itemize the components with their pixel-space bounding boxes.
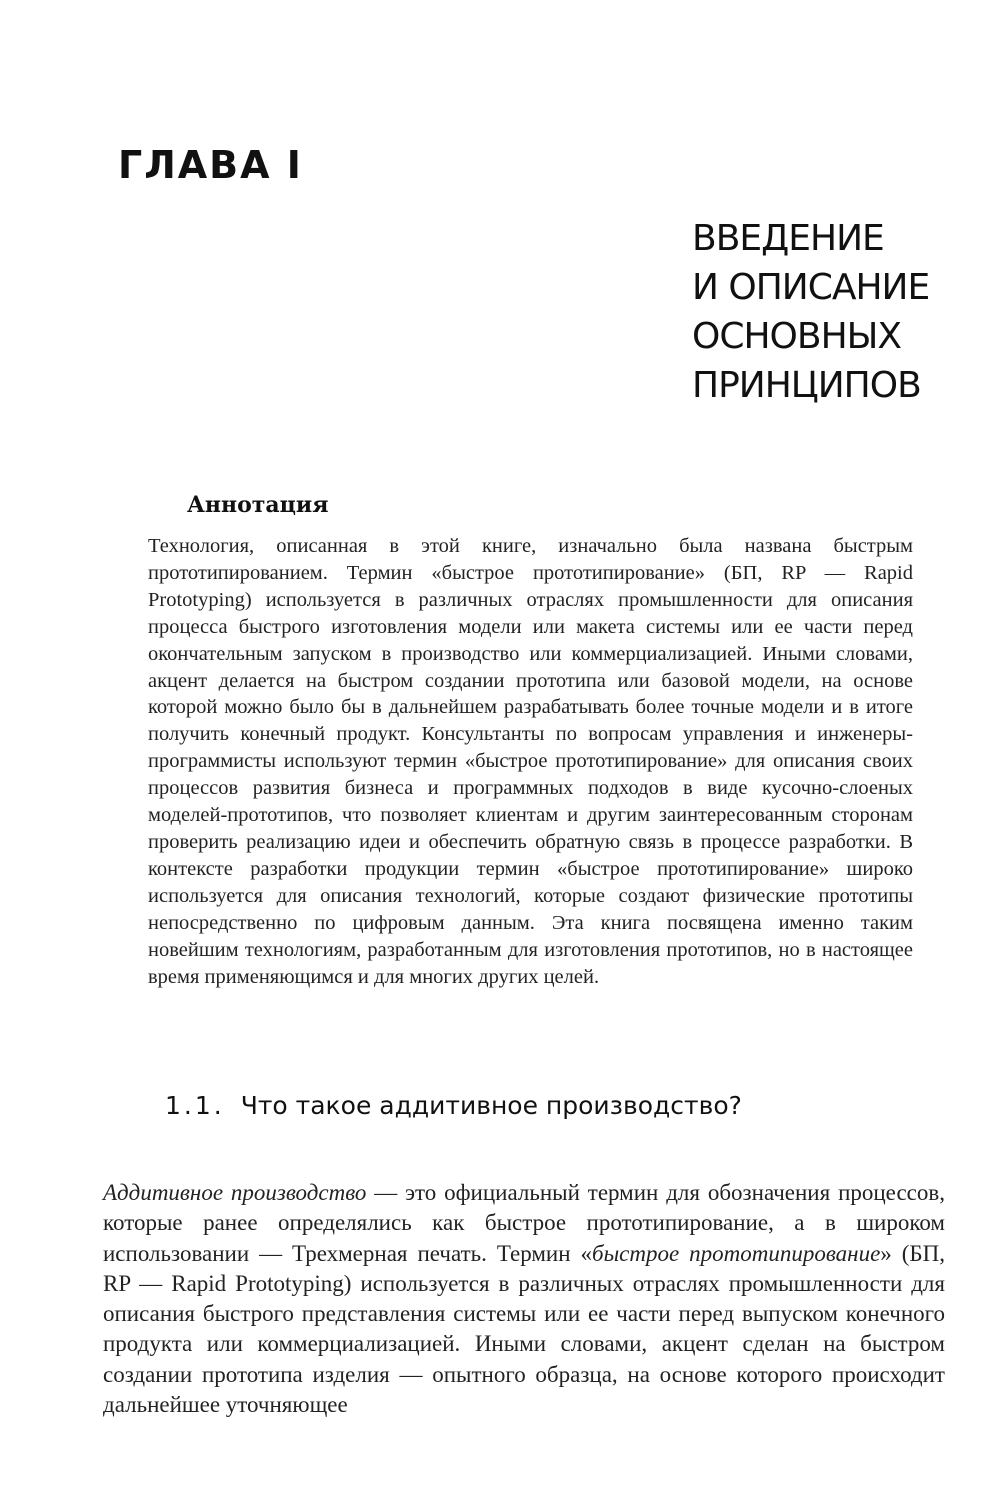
term-rapid-prototyping: быстрое прототипирование bbox=[592, 1240, 881, 1266]
annotation-heading: Аннотация bbox=[187, 492, 329, 518]
body-paragraph bbox=[103, 1178, 945, 1420]
chapter-title-line: И ОПИСАНИЕ bbox=[692, 267, 930, 308]
chapter-title-line: ПРИНЦИПОВ bbox=[692, 365, 921, 406]
section-title: Что такое аддитивное производство? bbox=[240, 1091, 742, 1120]
chapter-label: ГЛАВА I bbox=[118, 143, 303, 187]
section-heading bbox=[165, 1093, 742, 1118]
body-text-part-1: — это официальный термин для обозначения процессов, которые ранее определялись как быстрое прототипирование, а в широком использовании — Трехмерная печать. Термин « bbox=[103, 1180, 945, 1266]
annotation-paragraph: Технология, описанная в этой книге, изначально была названа быстрым прототипированием. Термин «быстрое прототипирование» (БП, RP — Rapid Prototyping) используется в различных отраслях промышленности для описания процесса быстрого изготовления модели или макета системы или ее части перед окончательным запуском в производство или коммерциализацией. Иными словами, акцент делается на быстром создании прототипа или базовой модели, на основе которой можно было бы в дальнейшем разрабатывать более точные модели и в итоге получить конечный продукт. Консультанты по вопросам управления и инженеры-программисты используют термин «быстрое прототипирование» для описания своих процессов развития бизнеса и программных подходов в виде кусочно-слоеных моделей-прототипов, что позволяет клиентам и другим заинтересованным сторонам проверить реализацию идеи и обеспечить обратную связь в процессе разработки. В контексте разработки продукции термин «быстрое прототипирование» широко используется для описания технологий, которые создают физические прототипы непосредственно по цифровым данным. Эта книга посвящена именно таким новейшим технологиям, разработанным для изготовления прототипов, но в настоящее время применяющимся и для многих других целей. bbox=[148, 535, 913, 988]
chapter-title-line: ВВЕДЕНИЕ bbox=[692, 218, 884, 259]
chapter-title-line: ОСНОВНЫХ bbox=[692, 316, 902, 357]
chapter-title bbox=[692, 214, 992, 410]
section-number: 1.1. bbox=[165, 1091, 225, 1120]
body-text-part-2: » (БП, RP — Rapid Prototyping) используется в различных отраслях промышленности для описания быстрого представления системы или ее части перед выпуском конечного продукта или коммерциализацией. Иными словами, акцент сделан на быстром создании прототипа изделия — опытного образца, на основе которого происходит дальнейшее уточняющее bbox=[103, 1240, 945, 1418]
term-additive-manufacturing: Аддитивное производство bbox=[103, 1180, 367, 1205]
